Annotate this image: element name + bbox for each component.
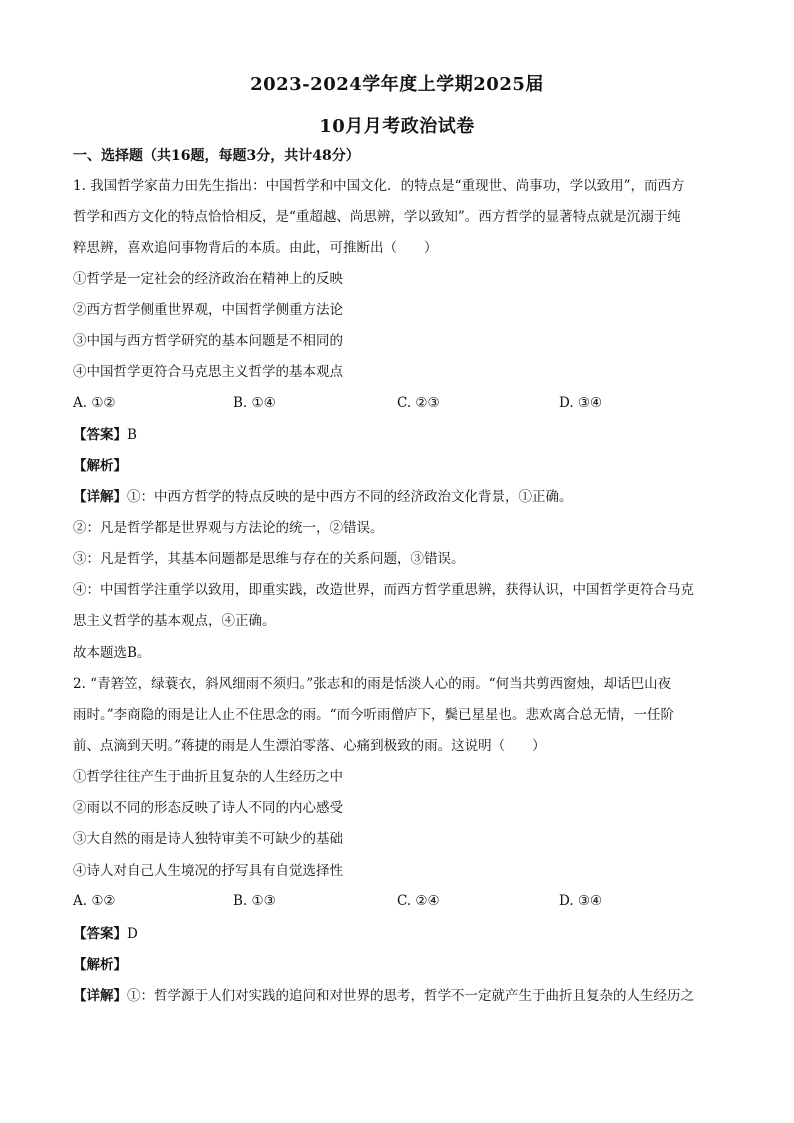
q1-option-a: A. ①② bbox=[73, 395, 116, 411]
q1-detail-tag: 【详解】 bbox=[73, 489, 127, 505]
q2-detail-text-1: ①：哲学源于人们对实践的追问和对世界的思考，哲学不一定就产生于曲折且复杂的人生经历之 bbox=[127, 988, 694, 1004]
q2-stem-line-2: 雨时。”李商隐的雨是让人止不住思念的雨。“而今听雨僧庐下，鬓已星星也。悲欢离合总无情，一任阶 bbox=[73, 707, 675, 723]
q2-stem-line-3: 前、点滴到天明。”蒋捷的雨是人生漂泊零落、心痛到极致的雨。这说明（ ） bbox=[73, 738, 546, 754]
q2-item-1: ①哲学往往产生于曲折且复杂的人生经历之中 bbox=[73, 769, 343, 785]
q1-item-3: ③中国与西方哲学研究的基本问题是不相同的 bbox=[73, 333, 343, 349]
exam-title-line2: 10月月考政治试卷 bbox=[319, 116, 475, 137]
q1-answer bbox=[73, 425, 733, 445]
q1-stem-line-2: 哲学和西方文化的特点恰恰相反，是“重超越、尚思辨，学以致知”。西方哲学的显著特点就是沉溺于纯 bbox=[73, 209, 681, 225]
q1-detail-line-1 bbox=[73, 487, 733, 507]
q2-stem-line-1: 2. “青箬笠，绿蓑衣，斜风细雨不须归。”张志和的雨是恬淡人心的雨。“何当共剪西窗烛，却话巴山夜 bbox=[73, 676, 672, 692]
q2-answer-value: D bbox=[127, 926, 138, 942]
q1-detail-line-2: ②：凡是哲学都是世界观与方法论的统一，②错误。 bbox=[73, 520, 384, 536]
q2-detail-tag: 【详解】 bbox=[73, 988, 127, 1004]
q2-option-c: C. ②④ bbox=[397, 893, 440, 909]
q1-detail-line-3: ③：凡是哲学，其基本问题都是思维与存在的关系问题，③错误。 bbox=[73, 551, 465, 567]
q1-item-4: ④中国哲学更符合马克思主义哲学的基本观点 bbox=[73, 364, 343, 380]
q1-answer-tag: 【答案】 bbox=[73, 427, 127, 443]
section-heading: 一、选择题（共16题，每题3分，共计48分） bbox=[73, 148, 360, 164]
q1-conclusion: 故本题选B。 bbox=[73, 645, 151, 661]
q1-stem-line-3: 粹思辨，喜欢追问事物背后的本质。由此，可推断出（ ） bbox=[73, 240, 438, 256]
exam-title-line1: 2023-2024学年度上学期2025届 bbox=[250, 74, 544, 95]
q1-item-2: ②西方哲学侧重世界观，中国哲学侧重方法论 bbox=[73, 302, 343, 318]
q1-analysis-tag: 【解析】 bbox=[73, 458, 127, 474]
q1-item-1: ①哲学是一定社会的经济政治在精神上的反映 bbox=[73, 271, 343, 287]
q1-option-c: C. ②③ bbox=[397, 395, 440, 411]
q1-detail-line-4: ④：中国哲学注重学以致用，即重实践，改造世界，而西方哲学重思辨，获得认识，中国哲学更符合马克 bbox=[73, 582, 694, 598]
q1-option-b: B. ①④ bbox=[233, 395, 276, 411]
q1-answer-value: B bbox=[127, 427, 137, 443]
q2-answer bbox=[73, 924, 733, 944]
q2-item-2: ②雨以不同的形态反映了诗人不同的内心感受 bbox=[73, 800, 343, 816]
q2-analysis-tag: 【解析】 bbox=[73, 957, 127, 973]
q2-option-a: A. ①② bbox=[73, 893, 116, 909]
q2-item-3: ③大自然的雨是诗人独特审美不可缺少的基础 bbox=[73, 831, 343, 847]
q1-detail-text-1: ①：中西方哲学的特点反映的是中西方不同的经济政治文化背景，①正确。 bbox=[127, 489, 573, 505]
q2-option-d: D. ③④ bbox=[559, 893, 603, 909]
q1-detail-line-5: 思主义哲学的基本观点，④正确。 bbox=[73, 613, 276, 629]
q2-item-4: ④诗人对自己人生境况的抒写具有自觉选择性 bbox=[73, 863, 343, 879]
q1-stem-line-1: 1. 我国哲学家苗力田先生指出：中国哲学和中国文化．的特点是“重现世、尚事功，学以致用”，而西方 bbox=[73, 178, 685, 194]
q1-option-d: D. ③④ bbox=[559, 395, 603, 411]
q2-answer-tag: 【答案】 bbox=[73, 926, 127, 942]
q2-detail-line-1 bbox=[73, 986, 733, 1006]
q2-option-b: B. ①③ bbox=[233, 893, 276, 909]
